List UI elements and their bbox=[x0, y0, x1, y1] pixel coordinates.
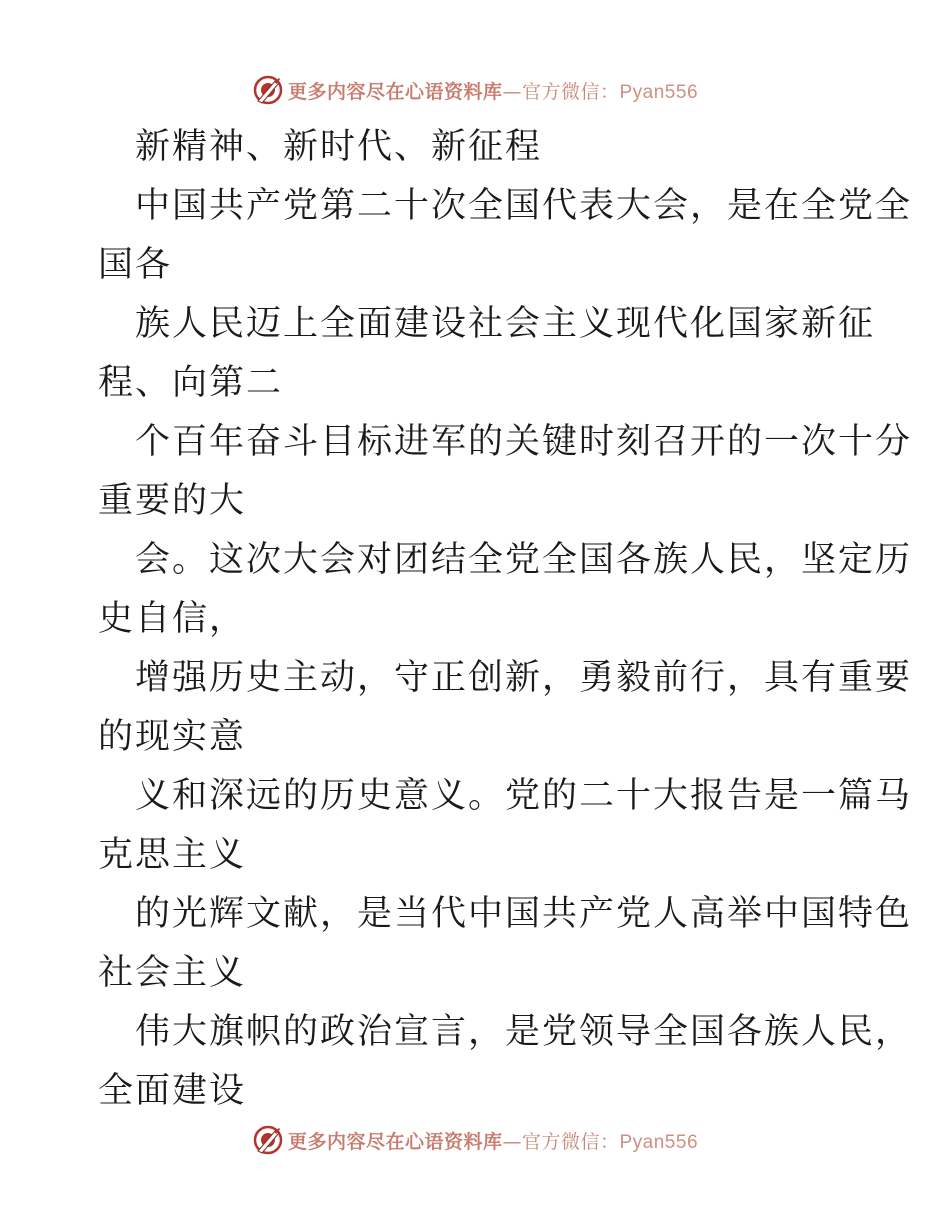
paragraph-line: 史自信， bbox=[98, 599, 247, 639]
paragraph-line: 社会主义 bbox=[98, 953, 247, 993]
footer-wechat-label: 官方微信： bbox=[521, 1130, 620, 1153]
paragraph-line: 中国共产党第二十次全国代表大会，是在全党全 bbox=[135, 186, 913, 226]
footer-separator: — bbox=[502, 1130, 522, 1153]
header-brand-text: 更多内容尽在心语资料库 bbox=[287, 80, 503, 103]
paragraph-line: 的现实意 bbox=[98, 717, 247, 757]
quill-logo-icon bbox=[252, 1124, 284, 1156]
paragraph-line: 个百年奋斗目标进军的关键时刻召开的一次十分 bbox=[135, 422, 913, 462]
paragraph-line: 义和深远的历史意义。党的二十大报告是一篇马 bbox=[135, 776, 913, 816]
document-title-line: 新精神、新时代、新征程 bbox=[135, 127, 543, 167]
page-footer-banner bbox=[0, 1120, 950, 1160]
paragraph-line: 克思主义 bbox=[98, 835, 247, 875]
paragraph-line: 国各 bbox=[98, 245, 173, 285]
document-body bbox=[98, 118, 913, 1121]
footer-banner-text bbox=[288, 1127, 698, 1154]
paragraph-line: 伟大旗帜的政治宣言，是党领导全国各族人民， bbox=[135, 1012, 913, 1052]
header-wechat-label: 官方微信： bbox=[521, 80, 620, 103]
paragraph-line: 族人民迈上全面建设社会主义现代化国家新征 bbox=[135, 304, 876, 344]
header-banner-text bbox=[288, 77, 698, 104]
paragraph-line: 重要的大 bbox=[98, 481, 247, 521]
paragraph-line: 的光辉文献，是当代中国共产党人高举中国特色 bbox=[135, 894, 913, 934]
page-header-banner bbox=[0, 70, 950, 110]
paragraph-line: 会。这次大会对团结全党全国各族人民，坚定历 bbox=[135, 540, 913, 580]
quill-logo-icon bbox=[252, 74, 284, 106]
paragraph-line: 增强历史主动，守正创新，勇毅前行，具有重要 bbox=[135, 658, 913, 698]
footer-wechat-account: Pyan556 bbox=[619, 1131, 699, 1153]
footer-brand-text: 更多内容尽在心语资料库 bbox=[287, 1130, 503, 1153]
paragraph-line: 程、向第二 bbox=[98, 363, 284, 403]
header-wechat-account: Pyan556 bbox=[619, 81, 699, 103]
paragraph-line: 全面建设 bbox=[98, 1071, 247, 1111]
header-separator: — bbox=[502, 80, 522, 103]
